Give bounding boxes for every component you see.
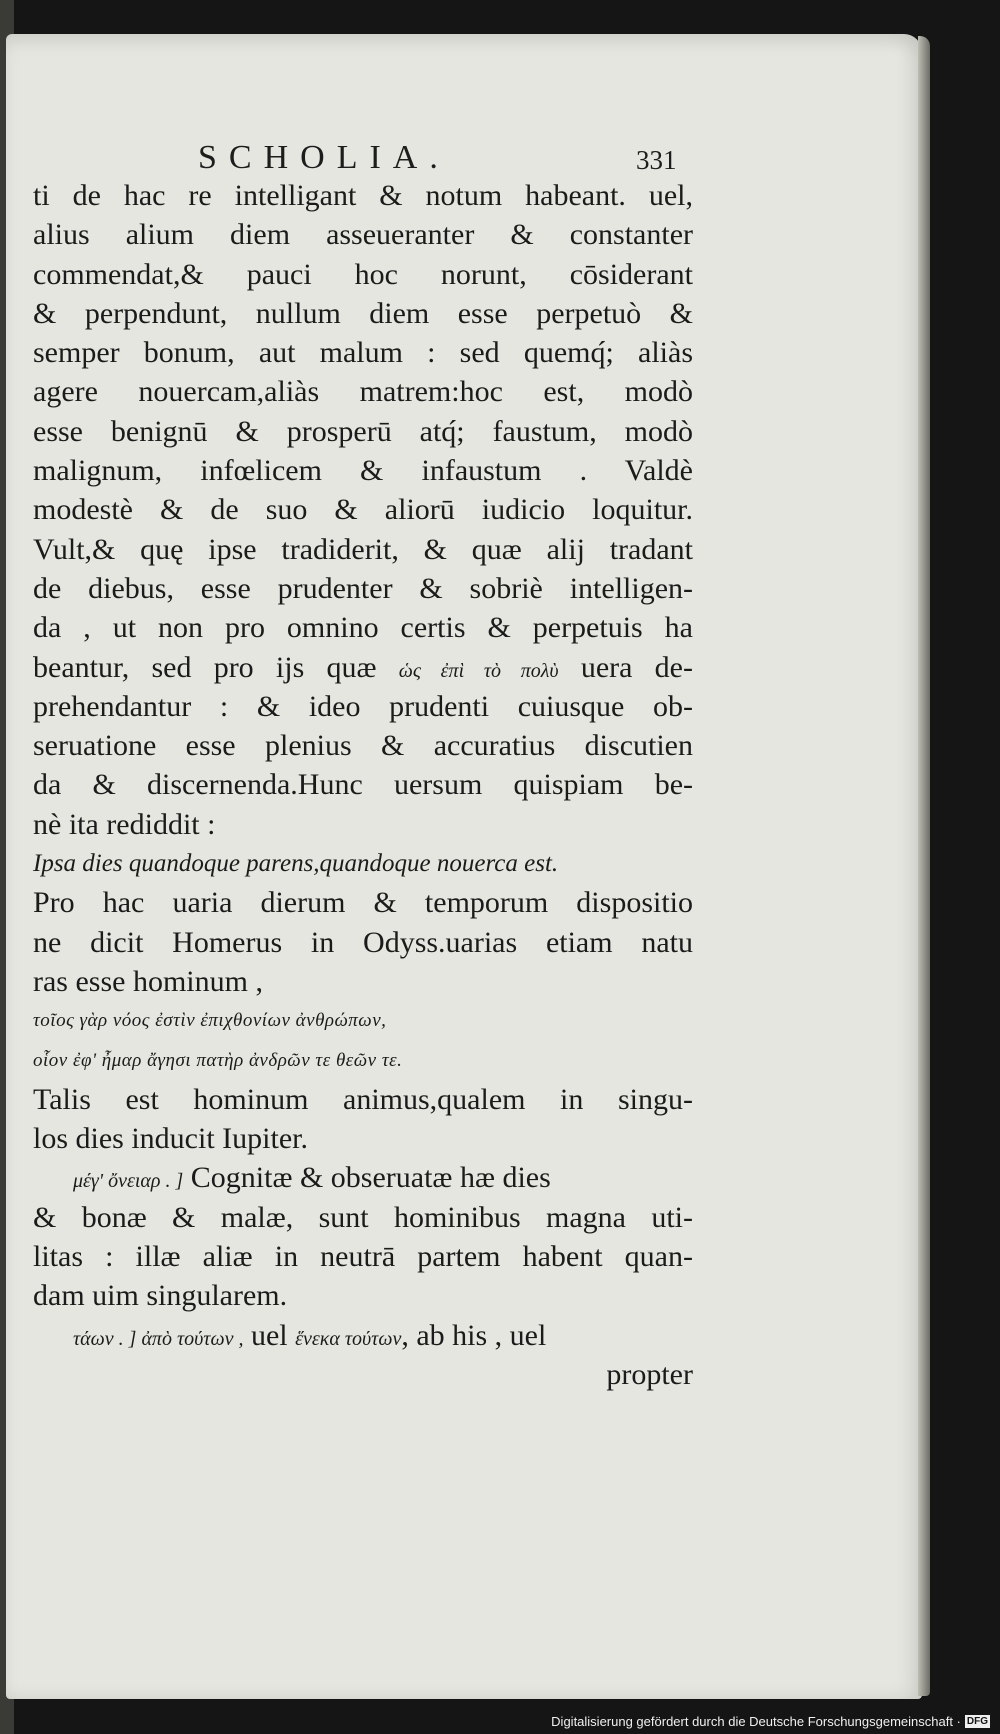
footer-text: Digitalisierung gefördert durch die Deutsche Forschungsgemeinschaft · [551,1713,961,1729]
text-line: Vult,& quę ipse tradiderit, & quæ alij tradant [33,532,693,566]
text-span: uera de- [558,650,693,684]
text-line: commendat,& pauci hoc norunt, cōsiderant [33,257,693,291]
text-line: ne dicit Homerus in Odyss.uarias etiam natu [33,925,693,959]
latin-verse: Ipsa dies quandoque parens,quandoque nouerca est. [33,850,559,878]
text-line: dam uim singularem. [33,1279,288,1313]
text-line: los dies inducit Iupiter. [33,1122,308,1156]
text-line: Pro hac uaria dierum & temporum dispositio [33,886,693,920]
page-number: 331 [636,145,677,175]
text-line: ti de hac re intelligant & notum habeant. uel, [33,179,693,212]
catchword: propter [606,1357,693,1391]
text-span: uel [243,1318,296,1352]
text-span: , ab his , uel [401,1318,547,1352]
text-line: Talis est hominum animus,qualem in singu- [33,1082,693,1116]
text-line: malignum, infœlicem & infaustum . Valdè [33,454,693,488]
text-line: alius alium diem asseueranter & constanter [33,218,693,252]
text-line: ras esse hominum , [33,964,263,998]
text-line: semper bonum, aut malum : sed quemq́; aliàs [33,336,693,370]
greek-phrase: ὡς ἐπὶ τὸ πολὺ [398,659,559,682]
text-line: modestè & de suo & aliorū iudicio loquitur. [33,493,693,527]
text-line: agere nouercam,aliàs matrem:hoc est, modò [33,375,693,409]
text-line: litas : illæ aliæ in neutrā partem habent quan- [33,1240,693,1274]
text-line: seruatione esse plenius & accuratius discutien [33,729,693,763]
greek-verse: οἷον ἐφ' ἦμαρ ἄγησι πατὴρ ἀνδρῶν τε θεῶν τε. [33,1049,403,1071]
digitization-footer [551,1712,990,1730]
text-line: nè ita rediddit : [33,807,216,841]
body-text [33,176,693,1394]
greek-verse: τοῖος γὰρ νόος ἐστὶν ἐπιχθονίων ἀνθρώπων, [33,1010,387,1032]
greek-phrase: ἀπὸ τούτων , [136,1327,244,1350]
text-line: prehendantur : & ideo prudenti cuiusque ob- [33,689,693,723]
text-line: da , ut non pro omnino certis & perpetuis ha [33,611,693,645]
text-line: & perpendunt, nullum diem esse perpetuò & [33,296,693,330]
running-header: SCHOLIA. [198,139,450,176]
page-edge [918,36,930,1696]
greek-lemma: τάων . ] [73,1327,137,1350]
lemma-line [33,1316,693,1355]
text-line-with-greek [33,648,693,687]
text-line: de diebus, esse prudenter & sobriè intelligen- [33,571,693,605]
lemma-line [33,1158,693,1197]
text-line: & bonæ & malæ, sunt hominibus magna uti- [33,1200,693,1234]
greek-lemma: μέγ' ὄνειαρ . ] [73,1170,184,1193]
dfg-logo: DFG [966,1715,988,1727]
text-line: esse benignū & prosperū atq́; faustum, modò [33,414,693,448]
text-line: da & discernenda.Hunc uersum quispiam be- [33,768,693,802]
text-span: beantur, sed pro ijs quæ [33,650,399,684]
greek-phrase: ἕνεκα τούτων [295,1327,402,1350]
text-span: Cognitæ & obseruatæ hæ dies [183,1161,551,1195]
